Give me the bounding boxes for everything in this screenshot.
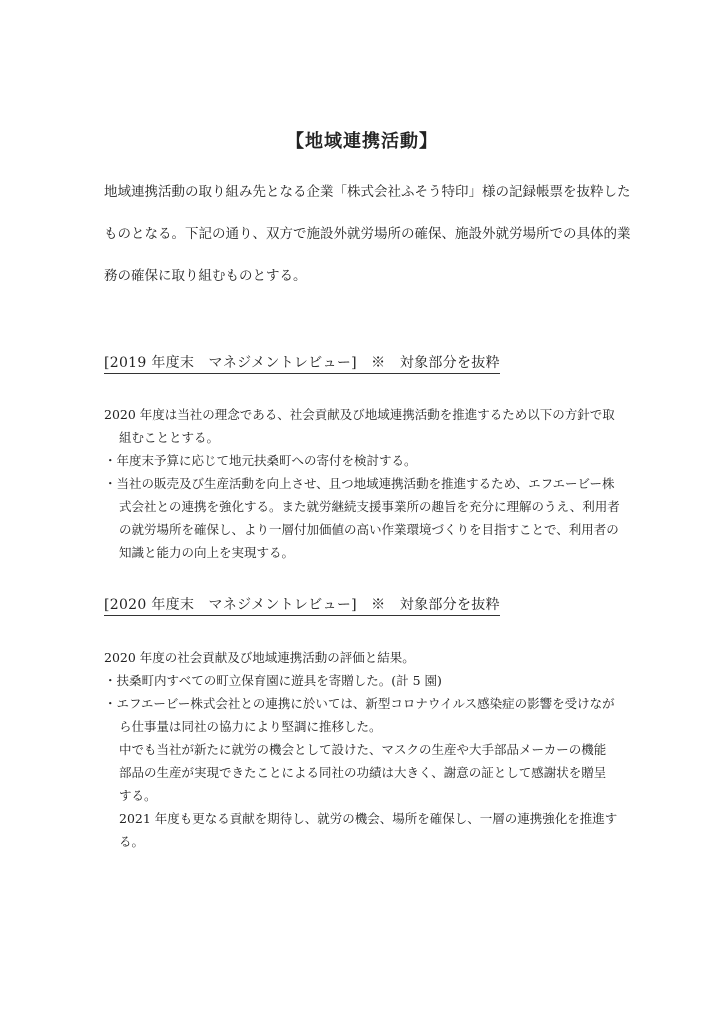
- body-line: 式会社との連携を強化する。また就労継続支援事業所の趣旨を充分に理解のうえ、利用者: [119, 499, 620, 514]
- body-line: 2020 年度は当社の理念である、社会貢献及び地域連携活動を推進するため以下の方針で取: [104, 407, 615, 422]
- intro-line: 地域連携活動の取り組み先となる企業「株式会社ふそう特印」様の記録帳票を抜粋した: [104, 184, 631, 200]
- bullet-line: ・エフエービー株式会社との連携に於いては、新型コロナウイルス感染症の影響を受けなが: [104, 696, 615, 711]
- body-line: 2020 年度の社会貢献及び地域連携活動の評価と結果。: [104, 650, 415, 665]
- body-line: 知識と能力の向上を実現する。: [119, 545, 295, 560]
- body-line: る。: [119, 834, 145, 849]
- body-line: ら仕事量は同社の協力により堅調に推移した。: [119, 719, 382, 734]
- intro-line: 務の確保に取り組むものとする。: [104, 268, 307, 284]
- bullet-line: ・当社の販売及び生産活動を向上させ、且つ地域連携活動を推進するため、エフエービー株: [104, 476, 615, 491]
- section-heading-2020: [2020 年度末 マネジメントレビュー] ※ 対象部分を抜粋: [104, 594, 500, 616]
- body-line: 組むこととする。: [119, 430, 220, 445]
- section-heading-2019: [2019 年度末 マネジメントレビュー] ※ 対象部分を抜粋: [104, 352, 500, 374]
- page-title: 【地域連携活動】: [286, 131, 438, 152]
- body-line: の就労場所を確保し、より一層付加価値の高い作業環境づくりを目指すことで、利用者の: [119, 522, 619, 537]
- intro-line: ものとなる。下記の通り、双方で施設外就労場所の確保、施設外就労場所での具体的業: [104, 226, 631, 242]
- body-line: する。: [119, 788, 157, 803]
- bullet-line: ・扶桑町内すべての町立保育園に遊具を寄贈した。(計 5 園): [104, 673, 442, 688]
- body-line: 中でも当社が新たに就労の機会として設けた、マスクの生産や大手部品メーカーの機能: [119, 742, 607, 757]
- bullet-line: ・年度末予算に応じて地元扶桑町への寄付を検討する。: [104, 453, 417, 468]
- body-line: 2021 年度も更なる貢献を期待し、就労の機会、場所を確保し、一層の連携強化を推進す: [119, 811, 618, 826]
- body-line: 部品の生産が実現できたことによる同社の功績は大きく、謝意の証として感謝状を贈呈: [119, 765, 607, 780]
